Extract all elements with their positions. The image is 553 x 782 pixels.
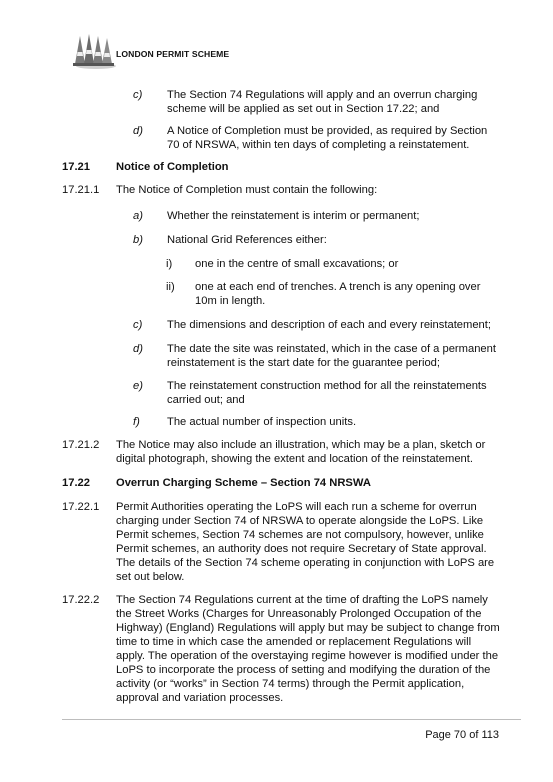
item-text: carried out; and	[167, 394, 245, 406]
item-label: d)	[133, 125, 143, 137]
item-text: The reinstatement construction method for all the reinstatements	[167, 380, 487, 392]
section-number: 17.21	[62, 161, 90, 173]
header-title: LONDON PERMIT SCHEME	[116, 49, 230, 59]
subitem-label: ii)	[166, 281, 175, 293]
item-text: A Notice of Completion must be provided, as required by Section	[167, 125, 488, 137]
item-text: The dimensions and description of each and every reinstatement;	[167, 319, 492, 331]
paragraph-line: apply. The operation of the overstaying regime however is modified under the	[116, 650, 499, 662]
section-title: Overrun Charging Scheme – Section 74 NRSWA	[116, 477, 371, 489]
subitem-text: one in the centre of small excavations; or	[195, 258, 399, 270]
item-label: c)	[133, 319, 143, 331]
traffic-cones-icon	[72, 30, 116, 70]
item-label: c)	[133, 89, 143, 101]
subitem-text: one at each end of trenches. A trench is any opening over	[195, 281, 481, 293]
item-text: reinstatement is the start date for the guarantee period;	[167, 357, 441, 369]
item-text: National Grid References either:	[167, 234, 327, 246]
paragraph-text: The Notice of Completion must contain the following:	[116, 184, 378, 196]
paragraph-number: 17.21.2	[62, 439, 100, 451]
paragraph-line: activity (or “works” in Section 74 terms) through the Permit application,	[116, 678, 465, 690]
item-label: a)	[133, 210, 143, 222]
paragraph-number: 17.22.1	[62, 501, 100, 513]
paragraph-line: Permit schemes, Section 74 schemes are not compulsory, however, unlike	[116, 529, 484, 541]
item-text: The actual number of inspection units.	[167, 416, 357, 428]
page-number: Page 70 of 113	[425, 729, 499, 741]
paragraph-line: The Notice may also include an illustration, which may be a plan, sketch or	[116, 439, 486, 451]
item-text: Whether the reinstatement is interim or permanent;	[167, 210, 420, 222]
subitem-label: i)	[166, 258, 173, 270]
paragraph-line: charging under Section 74 of NRSWA to operate alongside the LoPS. Like	[116, 515, 484, 527]
item-text: The Section 74 Regulations will apply and an overrun charging	[167, 89, 478, 101]
paragraph-line: The details of the Section 74 scheme operating in conjunction with LoPS are	[116, 557, 495, 569]
paragraph-line: time to time in which case the amended or replacement Regulations will	[116, 636, 472, 648]
paragraph-line: approval and variation processes.	[116, 692, 284, 704]
item-text: 70 of NRSWA, within ten days of completing a reinstatement.	[167, 139, 470, 151]
item-text: The date the site was reinstated, which in the case of a permanent	[167, 343, 496, 355]
paragraph-line: Permit Authorities operating the LoPS will each run a scheme for overrun	[116, 501, 477, 513]
item-text: scheme will be applied as set out in Section 17.22; and	[167, 103, 440, 115]
paragraph-number: 17.21.1	[62, 184, 100, 196]
item-label: e)	[133, 380, 143, 392]
paragraph-line: The Section 74 Regulations current at the time of drafting the LoPS namely	[116, 594, 488, 606]
footer-divider	[62, 719, 521, 720]
paragraph-number: 17.22.2	[62, 594, 100, 606]
section-title: Notice of Completion	[116, 161, 229, 173]
section-number: 17.22	[62, 477, 90, 489]
item-label: b)	[133, 234, 143, 246]
paragraph-line: digital photograph, showing the extent and location of the reinstatement.	[116, 453, 473, 465]
paragraph-line: LoPS to incorporate the process of setting and modifying the duration of the	[116, 664, 491, 676]
paragraph-line: Permit schemes, an authority does not require Secretary of State approval.	[116, 543, 487, 555]
item-label: d)	[133, 343, 143, 355]
item-label: f)	[133, 416, 140, 428]
paragraph-line: the Street Works (Charges for Unreasonably Prolonged Occupation of the	[116, 608, 482, 620]
paragraph-line: set out below.	[116, 571, 185, 583]
paragraph-line: Highway) (England) Regulations will apply but may be subject to change from	[116, 622, 500, 634]
subitem-text: 10m in length.	[195, 295, 266, 307]
